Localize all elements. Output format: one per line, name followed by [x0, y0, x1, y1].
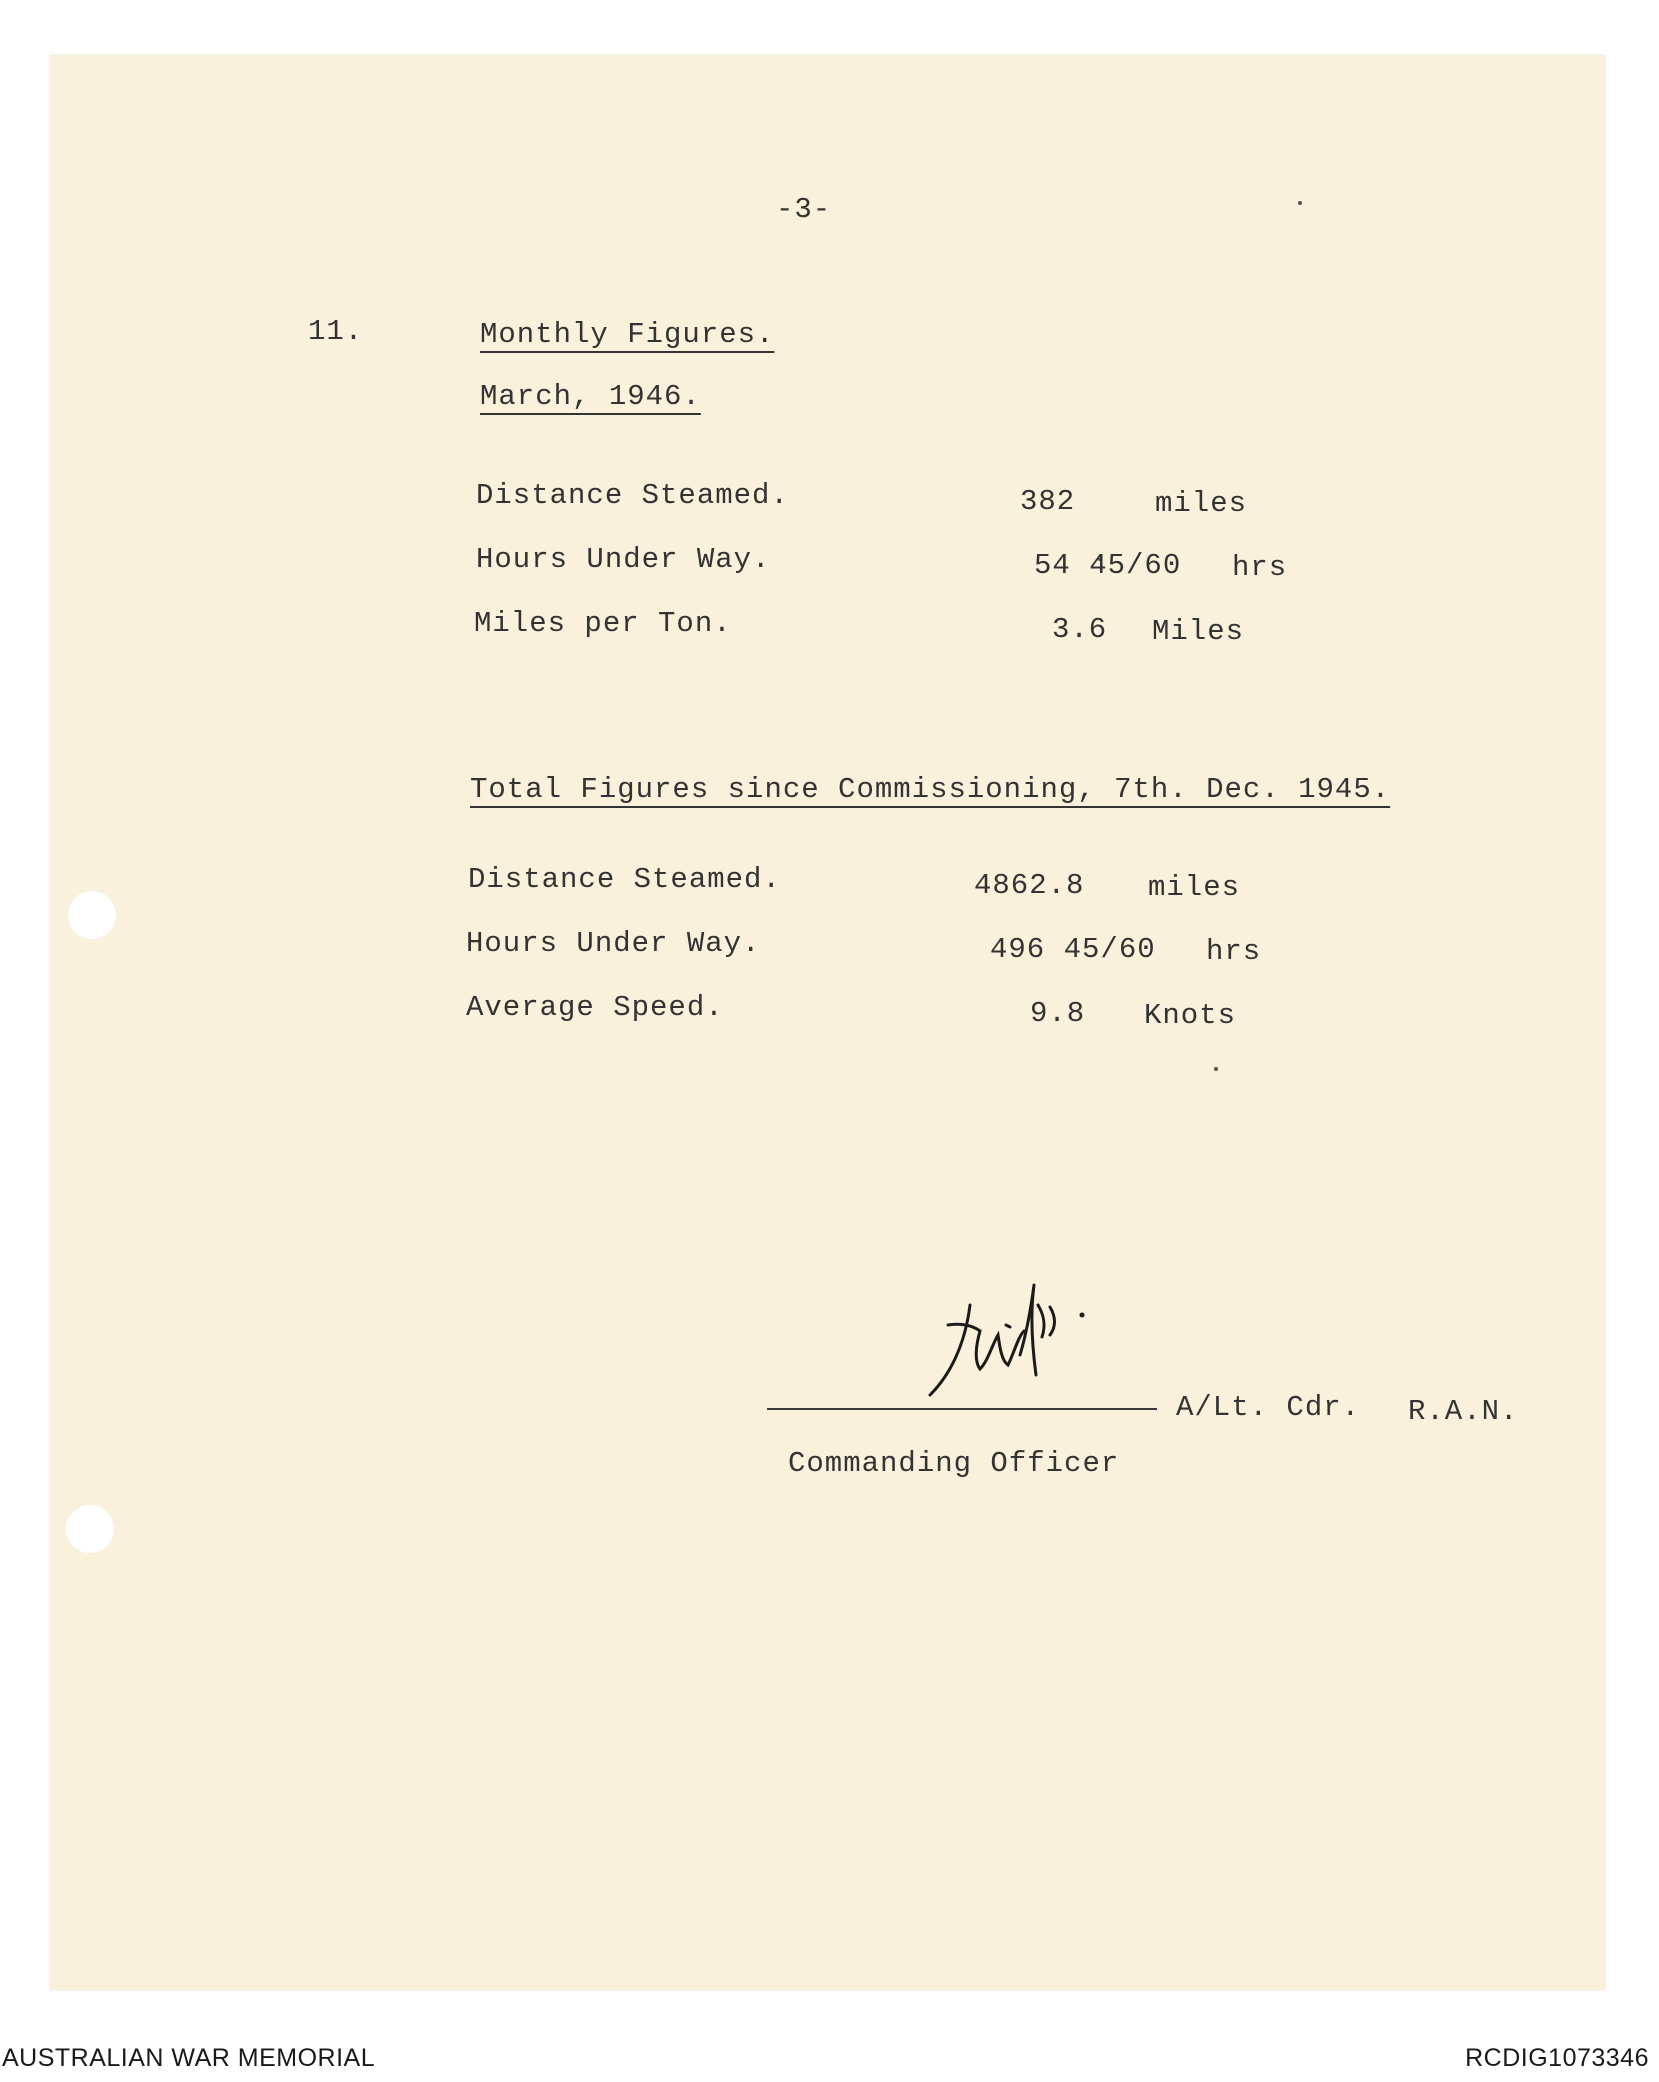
total-hours-label: Hours Under Way. — [466, 927, 761, 960]
total-speed-label: Average Speed. — [466, 991, 724, 1024]
page-number: -3- — [776, 193, 832, 226]
punch-hole-upper — [68, 891, 116, 939]
monthly-distance-value: 382 — [1020, 485, 1076, 518]
monthly-miles-per-ton-label: Miles per Ton. — [474, 607, 732, 640]
signature-line — [767, 1408, 1157, 1410]
total-distance-label: Distance Steamed. — [468, 863, 781, 896]
monthly-period: March, 1946. — [480, 380, 701, 413]
ink-speck — [1298, 201, 1302, 205]
signatory-service: R.A.N. — [1408, 1395, 1519, 1428]
signatory-rank: A/Lt. Cdr. — [1176, 1391, 1361, 1424]
section-number: 11. — [308, 315, 364, 348]
document-page — [50, 55, 1605, 1990]
monthly-hours-label: Hours Under Way. — [476, 543, 771, 576]
total-distance-unit: miles — [1148, 871, 1241, 904]
monthly-miles-per-ton-value: 3.6 — [1052, 613, 1108, 646]
footer-reference: RCDIG1073346 — [1465, 2044, 1649, 2072]
total-heading: Total Figures since Commissioning, 7th. Dec. 1945. — [470, 773, 1391, 806]
monthly-hours-unit: hrs — [1232, 551, 1288, 584]
monthly-heading: Monthly Figures. — [480, 318, 775, 351]
monthly-hours-value: 54 45/60 — [1034, 549, 1182, 582]
monthly-distance-label: Distance Steamed. — [476, 479, 789, 512]
total-distance-value: 4862.8 — [974, 869, 1085, 902]
total-speed-unit: Knots — [1144, 999, 1237, 1032]
punch-hole-lower — [66, 1505, 114, 1553]
monthly-distance-unit: miles — [1155, 487, 1248, 520]
monthly-miles-per-ton-unit: Miles — [1152, 615, 1245, 648]
footer-institution: AUSTRALIAN WAR MEMORIAL — [2, 2044, 376, 2072]
total-speed-value: 9.8 — [1030, 997, 1086, 1030]
signatory-title: Commanding Officer — [788, 1447, 1120, 1480]
ink-speck — [1214, 1067, 1218, 1071]
total-hours-value: 496 45/60 — [990, 933, 1156, 966]
handwritten-signature — [910, 1265, 1110, 1405]
total-hours-unit: hrs — [1206, 935, 1262, 968]
